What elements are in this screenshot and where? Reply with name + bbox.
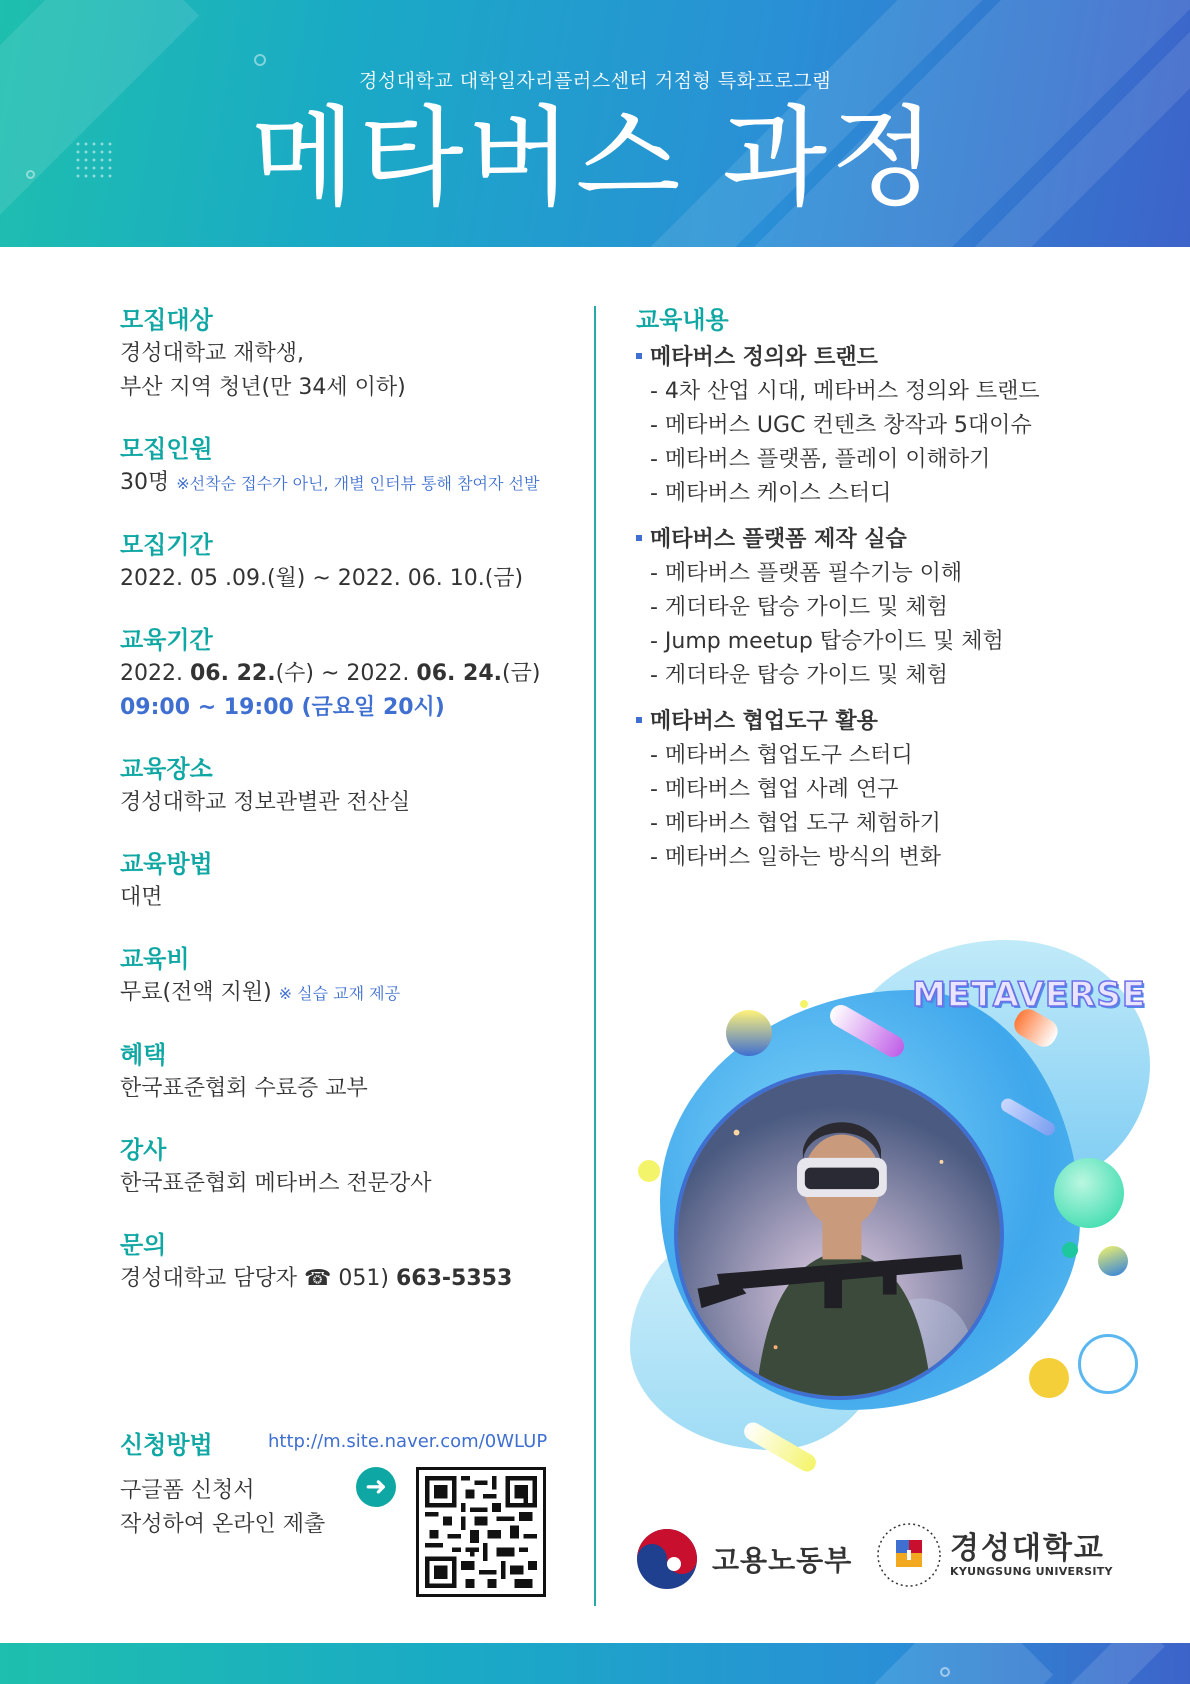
topic-item: - 게더타운 탑승 가이드 및 체험 — [650, 663, 948, 688]
decor-stripe — [827, 1643, 1053, 1684]
contact-text: 경성대학교 담당자 ☎ 051) — [120, 1266, 396, 1291]
qr-code-graphic — [425, 1476, 537, 1588]
section-title: 모집기간 — [120, 531, 213, 559]
apply-section — [120, 1425, 570, 1542]
decor-ball — [638, 1160, 660, 1182]
info-column — [120, 303, 580, 1323]
education-title: 교육내용 — [636, 306, 729, 334]
program-subtitle: 경성대학교 대학일자리플러스센터 거점형 특화프로그램 — [358, 70, 832, 92]
method-value: 대면 — [120, 885, 163, 910]
vr-gamer-photo — [674, 1070, 1004, 1400]
decor-ring — [254, 54, 266, 66]
apply-title: 신청방법 — [120, 1431, 213, 1459]
date-text: (수) ~ 2022. — [275, 661, 417, 686]
moel-logo — [636, 1527, 852, 1591]
apply-line: 구글폼 신청서 — [120, 1478, 255, 1503]
topic-item: - 메타버스 플랫폼 필수기능 이해 — [650, 561, 963, 586]
moel-name: 고용노동부 — [712, 1544, 853, 1577]
fee-note: ※ 실습 교재 제공 — [278, 984, 401, 1003]
contact-line — [120, 1262, 580, 1296]
column-divider — [594, 306, 596, 1606]
edu-period-dates — [120, 657, 580, 691]
topic-item: - 메타버스 협업 도구 체험하기 — [650, 811, 941, 836]
recruit-period-value: 2022. 05 .09.(월) ~ 2022. 06. 10.(금) — [120, 566, 524, 591]
topic-item: - 메타버스 일하는 방식의 변화 — [650, 845, 941, 870]
decor-ring — [940, 1667, 950, 1677]
satellite-icon — [1029, 1358, 1069, 1398]
section-edu-period — [120, 623, 580, 725]
kyungsung-emblem-icon — [876, 1522, 942, 1588]
section-title: 교육방법 — [120, 850, 213, 878]
topic-item: - 메타버스 UGC 컨텐츠 창작과 5대이슈 — [650, 413, 1032, 438]
date-start: 06. 22. — [189, 661, 276, 686]
topic-block — [636, 523, 1106, 693]
apply-line: 작성하여 온라인 제출 — [120, 1512, 326, 1537]
contact-phone: 663-5353 — [395, 1266, 513, 1291]
metaverse-badge: METAVERSE — [912, 975, 1147, 1015]
decor-ball — [1098, 1246, 1128, 1276]
topic-item: - 4차 산업 시대, 메타버스 정의와 트랜드 — [650, 379, 1040, 404]
bullet-square-icon — [636, 535, 642, 541]
kyungsung-wordmark — [950, 1530, 1113, 1578]
section-title: 강사 — [120, 1136, 167, 1164]
section-title: 모집인원 — [120, 435, 213, 463]
section-title: 교육장소 — [120, 755, 213, 783]
taegeuk-icon — [636, 1528, 698, 1590]
topic-item: - 메타버스 케이스 스터디 — [650, 481, 892, 506]
topic-block — [636, 341, 1106, 511]
decor-ball — [726, 1010, 772, 1056]
topic-heading-text: 메타버스 정의와 트랜드 — [650, 345, 878, 370]
section-title: 교육비 — [120, 945, 190, 973]
target-line: 경성대학교 재학생, — [120, 341, 305, 366]
vr-gamer-graphic — [678, 1074, 1000, 1396]
metaverse-illustration — [630, 930, 1150, 1490]
section-lecturer — [120, 1133, 580, 1201]
decor-ring — [1078, 1334, 1138, 1394]
bullet-square-icon — [636, 353, 642, 359]
section-count — [120, 432, 580, 501]
section-recruit-period — [120, 528, 580, 596]
section-method — [120, 847, 580, 915]
qr-code[interactable] — [416, 1467, 546, 1597]
topic-item: - 메타버스 플랫폼, 플레이 이해하기 — [650, 447, 991, 472]
section-fee — [120, 942, 580, 1011]
page-title: 메타버스 과정 — [250, 96, 940, 221]
kyungsung-eng-name: KYUNGSUNG UNIVERSITY — [950, 1564, 1113, 1578]
place-value: 경성대학교 정보관별관 전산실 — [120, 790, 411, 815]
decor-ball — [1054, 1158, 1124, 1228]
topic-heading — [636, 523, 1106, 557]
topic-heading — [636, 341, 1106, 375]
fee-line — [120, 976, 580, 1011]
count-note: ※선착순 접수가 아닌, 개별 인터뷰 통해 참여자 선발 — [176, 474, 540, 493]
kyungsung-name: 경성대학교 — [950, 1530, 1105, 1566]
bullet-square-icon — [636, 717, 642, 723]
topic-item: - 메타버스 협업 사례 연구 — [650, 777, 899, 802]
date-end: 06. 24. — [416, 661, 503, 686]
target-line: 부산 지역 청년(만 34세 이하) — [120, 375, 406, 400]
section-target — [120, 303, 580, 405]
apply-url-link[interactable]: http://m.site.naver.com/0WLUP — [268, 1431, 548, 1452]
decor-ball — [800, 1000, 808, 1008]
topic-heading-text: 메타버스 협업도구 활용 — [650, 709, 878, 734]
section-contact — [120, 1228, 580, 1296]
fee-value: 무료(전액 지원) — [120, 980, 272, 1005]
topic-block — [636, 705, 1106, 875]
topic-heading — [636, 705, 1106, 739]
topic-item: - 게더타운 탑승 가이드 및 체험 — [650, 595, 948, 620]
edu-time: 09:00 ~ 19:00 (금요일 20시) — [120, 695, 445, 720]
date-text: (금) — [502, 661, 541, 686]
count-value-line — [120, 466, 580, 501]
date-text: 2022. — [120, 661, 190, 686]
section-title: 교육기간 — [120, 626, 213, 654]
education-column — [636, 303, 1106, 887]
topic-item: - Jump meetup 탑승가이드 및 체험 — [650, 629, 1004, 654]
benefit-value: 한국표준협회 수료증 교부 — [120, 1076, 368, 1101]
kyungsung-logo — [876, 1520, 1113, 1590]
section-benefit — [120, 1038, 580, 1106]
lecturer-value: 한국표준협회 메타버스 전문강사 — [120, 1171, 432, 1196]
footer-band — [0, 1643, 1190, 1684]
topic-item: - 메타버스 협업도구 스터디 — [650, 743, 913, 768]
arrow-right-icon: ➜ — [356, 1467, 396, 1507]
decor-ball — [1062, 1242, 1078, 1258]
topic-heading-text: 메타버스 플랫폼 제작 실습 — [650, 527, 907, 552]
count-value: 30명 — [120, 470, 170, 495]
section-title: 문의 — [120, 1231, 167, 1259]
header-banner — [0, 0, 1190, 247]
section-place — [120, 752, 580, 820]
section-title: 혜택 — [120, 1041, 167, 1069]
section-title: 모집대상 — [120, 306, 213, 334]
